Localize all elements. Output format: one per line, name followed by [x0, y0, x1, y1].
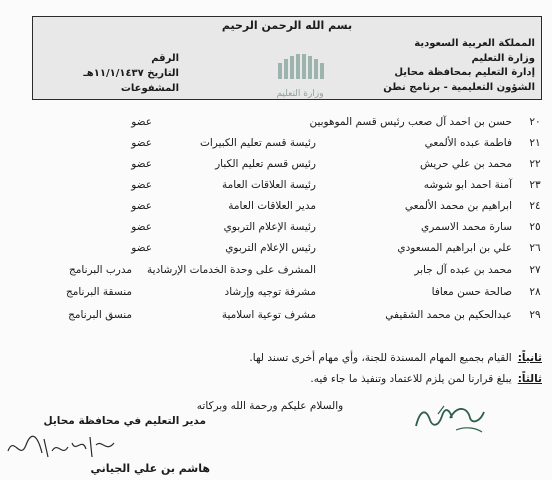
member-membership: عضو: [131, 242, 152, 254]
ministry-logo: [255, 49, 345, 99]
handwritten-signature-right: [410, 396, 490, 436]
member-row: [0, 309, 552, 329]
member-name: فاطمة عبده الألمعي: [424, 137, 512, 149]
member-number: ٢٣: [529, 179, 541, 191]
note-text: يبلغ قرارنا لمن يلزم للاعتماد وتنفيذ ما جاء فيه.: [310, 373, 512, 385]
member-number: ٢٨: [529, 286, 541, 298]
note-second: [249, 352, 542, 364]
org-line-department: الشؤون التعليمية - برنامج نطن: [383, 81, 535, 93]
member-row: [0, 286, 552, 306]
note-label: ثانياً:: [517, 352, 542, 364]
member-name: محمد بن علي حريش: [420, 158, 512, 170]
member-row: [0, 158, 552, 178]
member-number: ٢٦: [529, 242, 541, 254]
member-role: مشرفة توجيه وإرشاد: [224, 286, 316, 298]
member-role: مشرف توعية اسلامية: [221, 309, 316, 321]
note-text: القيام بجميع المهام المسندة للجنة، وأي مهام أخرى تسند لها.: [249, 352, 512, 364]
logo-text: وزارة التعليم: [276, 89, 324, 99]
note-label: ثالثاً:: [517, 373, 542, 385]
member-name: صالحة حسن معافا: [431, 286, 512, 298]
member-name: ابراهيم بن محمد الألمعي: [404, 200, 512, 212]
member-number: ٢٠: [529, 116, 541, 128]
member-membership: عضو: [131, 221, 152, 233]
member-role: رئيس قسم تعليم الكبار: [215, 158, 316, 170]
member-membership: عضو: [131, 137, 152, 149]
reference-block: [59, 51, 179, 96]
member-row: [0, 179, 552, 199]
member-membership: عضو: [131, 158, 152, 170]
letterhead-org-block: [383, 37, 535, 95]
member-number: ٢٧: [529, 264, 541, 276]
member-name: محمد بن عبده آل جابر: [414, 264, 512, 276]
member-name: علي بن ابراهيم المسعودي: [397, 242, 512, 254]
member-number: ٢٩: [529, 309, 541, 321]
member-name: سارة محمد الاسمري: [420, 221, 512, 233]
closing-greeting: والسلام عليكم ورحمة الله وبركاته: [196, 400, 344, 412]
member-row: [0, 200, 552, 220]
org-line-ministry: وزارة التعليم: [471, 52, 535, 64]
member-name: حسن بن احمد آل صعب رئيس قسم الموهوبين: [309, 116, 512, 128]
member-membership: عضو: [131, 116, 152, 128]
signatory-name: هاشم بن علي الجياني: [90, 462, 210, 475]
org-line-country: المملكة العربية السعودية: [414, 38, 535, 49]
reference-attachments: المشفوعات: [120, 83, 179, 94]
letterhead: [32, 16, 542, 100]
member-membership: منسقة البرنامج: [65, 286, 132, 298]
member-number: ٢١: [529, 137, 541, 149]
member-role: رئيسة العلاقات العامة: [221, 179, 316, 191]
ministry-logo-icon: [275, 49, 325, 83]
handwritten-signature-left: [4, 425, 124, 467]
basmala: بسم الله الرحمن الرحيم: [221, 19, 353, 32]
member-role: رئيسة الإعلام التربوي: [223, 221, 316, 233]
member-role: المشرف على وحدة الخدمات الإرشادية: [147, 264, 316, 276]
member-number: ٢٥: [529, 221, 541, 233]
member-number: ٢٢: [529, 158, 541, 170]
reference-date: التاريخ ١١/١/١٤٣٧هـ: [83, 68, 179, 79]
reference-number: الرقم: [151, 53, 179, 64]
member-membership: مدرب البرنامج: [68, 264, 132, 276]
member-role: رئيسة قسم تعليم الكبيرات: [199, 137, 316, 149]
member-membership: منسق البرنامج: [68, 309, 132, 321]
member-membership: عضو: [131, 200, 152, 212]
note-third: [310, 373, 542, 385]
org-line-directorate: إدارة التعليم بمحافظة محايل: [394, 67, 535, 78]
member-membership: عضو: [131, 179, 152, 191]
member-role: مدير العلاقات العامة: [228, 200, 316, 212]
member-name: عبدالحكيم بن محمد الشقيفي: [385, 309, 512, 321]
member-row: [0, 137, 552, 157]
member-row: [0, 242, 552, 262]
member-row: [0, 264, 552, 284]
member-name: آمنة احمد ابو شوشه: [423, 179, 512, 191]
member-row: [0, 116, 552, 136]
member-row: [0, 221, 552, 241]
signatory-title: مدير التعليم في محافظة محايل: [43, 415, 206, 427]
member-number: ٢٤: [529, 200, 541, 212]
member-role: رئيس الإعلام التربوي: [225, 242, 316, 254]
